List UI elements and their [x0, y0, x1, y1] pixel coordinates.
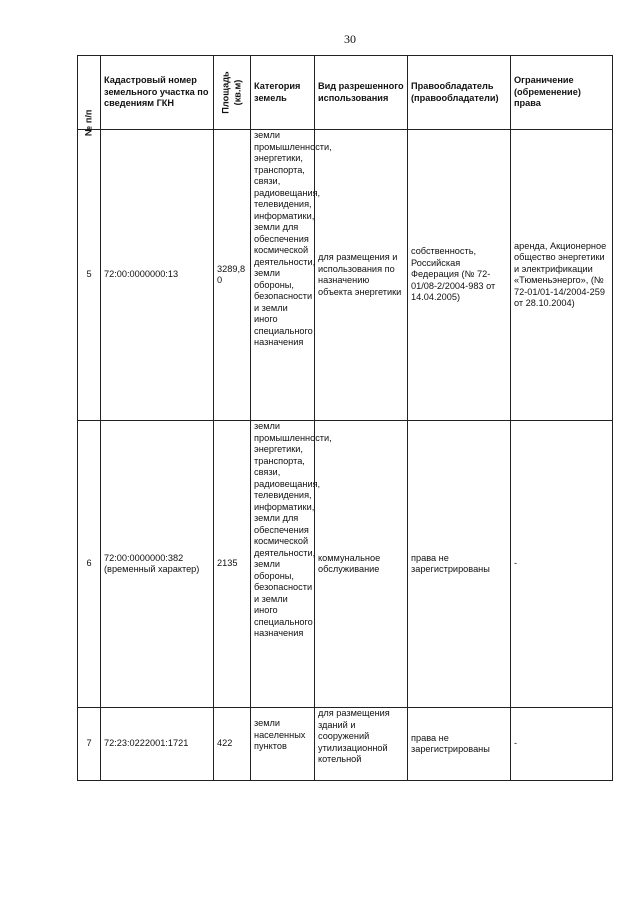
right-holder: собственность, Российская Федерация (№ 72-01/08-2/2004-983 от 14.04.2005) [408, 130, 511, 421]
row-number: 5 [78, 130, 101, 421]
page-number: 30 [344, 32, 356, 46]
right-holder: права не зарегистрированы [408, 421, 511, 708]
header-number-label: № п/п [83, 109, 94, 136]
area-value: 422 [214, 708, 251, 781]
permitted-use: для размещения и использования по назначению объекта энергетики [315, 130, 408, 421]
right-holder: права не зарегистрированы [408, 708, 511, 781]
permitted-use: коммунальное обслуживание [315, 421, 408, 708]
header-area-label: Площадь (кв.м) [220, 71, 243, 114]
header-holder: Правообладатель (правообладатели) [408, 56, 511, 130]
cadastral-number: 72:23:0222001:1721 [101, 708, 214, 781]
table-row [78, 130, 613, 421]
cadastral-number: 72:00:0000000:13 [101, 130, 214, 421]
cadastral-number: 72:00:0000000:382 (временный характер) [101, 421, 214, 708]
header-area [214, 56, 251, 130]
land-category: земли населенных пунктов [251, 708, 315, 781]
row-number: 7 [78, 708, 101, 781]
header-category: Категория земель [251, 56, 315, 130]
land-plot-table [77, 55, 613, 781]
header-cadastral: Кадастровый номер земельного участка по сведениям ГКН [101, 56, 214, 130]
row-number: 6 [78, 421, 101, 708]
header-use: Вид разрешенного использования [315, 56, 408, 130]
land-category: земли промышленности, энергетики, транспорта, связи, радиовещания, телевидения, информатики, земли для обеспечения космической деятельности, земли обороны, безопасности и земли иного специального назначения [251, 130, 315, 421]
table-row [78, 421, 613, 708]
land-category: земли промышленности, энергетики, транспорта, связи, радиовещания, телевидения, информатики, земли для обеспечения космической деятельности, земли обороны, безопасности и земли иного специального назначения [251, 421, 315, 708]
restriction: - [511, 708, 613, 781]
table-row [78, 708, 613, 781]
restriction: аренда, Акционерное общество энергетики и электрификации «Тюменьэнерго», (№ 72-01/01-14/2004-259 от 28.10.2004) [511, 130, 613, 421]
header-row [78, 56, 613, 130]
permitted-use: для размещения зданий и сооружений утилизационной котельной [315, 708, 408, 781]
area-value: 2135 [214, 421, 251, 708]
restriction: - [511, 421, 613, 708]
header-restriction: Ограничение (обременение) права [511, 56, 613, 130]
header-number [78, 56, 101, 136]
area-value: 3289,80 [214, 130, 251, 421]
